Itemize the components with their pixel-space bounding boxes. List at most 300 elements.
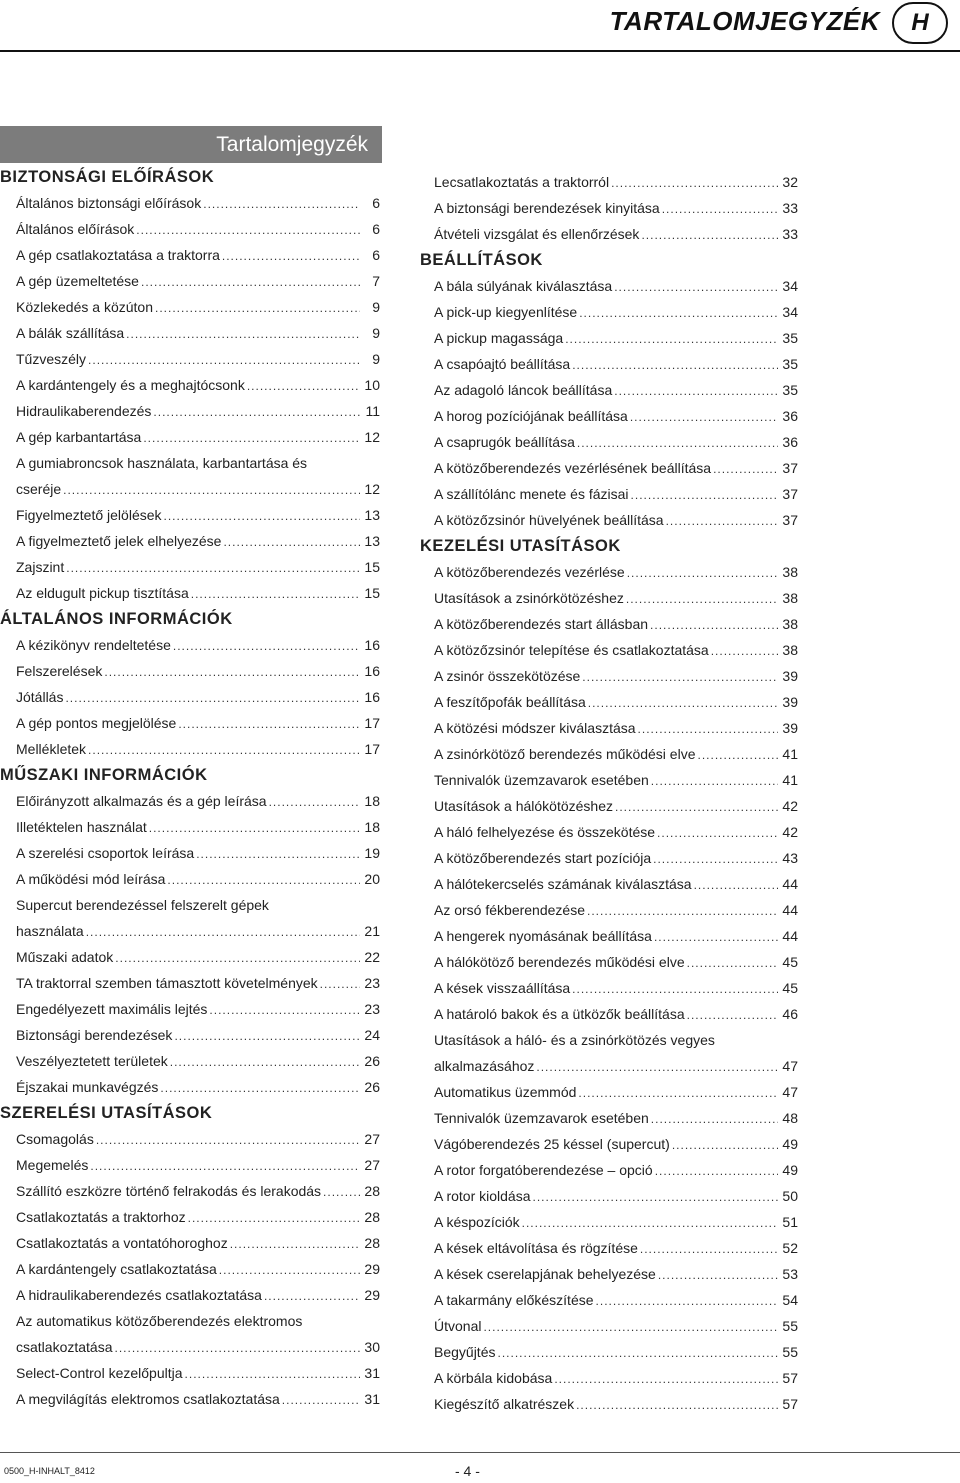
dot-leader bbox=[167, 867, 360, 893]
toc-page-number: 37 bbox=[782, 486, 798, 502]
toc-entry[interactable] bbox=[0, 424, 380, 450]
toc-entry-title: A gumiabroncsok használata, karbantartása és bbox=[16, 455, 308, 471]
dot-leader bbox=[223, 529, 360, 555]
toc-entry-title: Az orsó fékberendezése bbox=[434, 902, 585, 918]
toc-entry[interactable] bbox=[0, 268, 380, 294]
toc-page-number: 11 bbox=[365, 403, 380, 419]
toc-entry-title: Jótállás bbox=[16, 689, 64, 705]
toc-page-number: 12 bbox=[364, 429, 380, 445]
dot-leader bbox=[654, 924, 778, 950]
toc-entry[interactable] bbox=[420, 1391, 798, 1417]
toc-page-number: 19 bbox=[364, 845, 380, 861]
toc-entry-title: A gép üzemeltetése bbox=[16, 273, 139, 289]
toc-right-column bbox=[420, 169, 798, 1417]
toc-entry[interactable] bbox=[0, 1204, 380, 1230]
toc-page-number: 45 bbox=[782, 980, 798, 996]
toc-entry-title: Engedélyezett maximális lejtés bbox=[16, 1001, 208, 1017]
toc-entry-title: Szállító eszközre történő felrakodás és lerakodás bbox=[16, 1183, 322, 1199]
toc-entry[interactable] bbox=[420, 1287, 798, 1313]
toc-entry-title-cont: csatlakoztatása bbox=[16, 1339, 113, 1355]
toc-entry[interactable] bbox=[420, 403, 798, 429]
dot-leader bbox=[651, 768, 778, 794]
toc-entry[interactable] bbox=[420, 1313, 798, 1339]
toc-page-number: 49 bbox=[782, 1136, 798, 1152]
toc-entry[interactable] bbox=[0, 1386, 380, 1412]
toc-entry-title: Éjszakai munkavégzés bbox=[16, 1079, 159, 1095]
toc-entry-title: Kiegészítő alkatrészek bbox=[434, 1396, 575, 1412]
toc-page-number: 24 bbox=[364, 1027, 380, 1043]
dot-leader bbox=[614, 378, 778, 404]
dot-leader bbox=[191, 581, 360, 607]
footer-rule bbox=[0, 1452, 960, 1453]
dot-leader bbox=[614, 274, 778, 300]
toc-entry-title: A hálótekercselés számának kiválasztása bbox=[434, 876, 692, 892]
toc-entry-line bbox=[16, 1334, 380, 1360]
toc-entry[interactable] bbox=[420, 715, 798, 741]
toc-entry[interactable] bbox=[420, 455, 798, 481]
toc-entry-title: Tennivalók üzemzavarok esetében bbox=[434, 1110, 649, 1126]
dot-leader bbox=[209, 997, 360, 1023]
dot-leader bbox=[653, 846, 778, 872]
toc-entry[interactable] bbox=[420, 169, 798, 195]
dot-leader bbox=[497, 1340, 778, 1366]
toc-page-number: 50 bbox=[782, 1188, 798, 1204]
toc-page-number: 18 bbox=[364, 793, 380, 809]
toc-entry[interactable] bbox=[0, 1126, 380, 1152]
dot-leader bbox=[160, 1075, 360, 1101]
toc-page-number: 39 bbox=[782, 720, 798, 736]
toc-entry[interactable] bbox=[420, 637, 798, 663]
dot-leader bbox=[694, 872, 778, 898]
toc-entry-title: A megvilágítás elektromos csatlakoztatása bbox=[16, 1391, 280, 1407]
toc-entry-title: A pickup magassága bbox=[434, 330, 564, 346]
toc-page-number: 36 bbox=[782, 408, 798, 424]
toc-entry-title: Tűzveszély bbox=[16, 351, 87, 367]
toc-page-number: 31 bbox=[364, 1365, 380, 1381]
toc-entry[interactable] bbox=[420, 299, 798, 325]
toc-entry-title: A körbála kidobása bbox=[434, 1370, 553, 1386]
toc-entry[interactable] bbox=[0, 1282, 380, 1308]
dot-leader bbox=[711, 638, 778, 664]
toc-page-number: 23 bbox=[364, 975, 380, 991]
toc-entry-title: A hengerek nyomásának beállítása bbox=[434, 928, 652, 944]
toc-entry-title: Zajszint bbox=[16, 559, 65, 575]
dot-leader bbox=[666, 508, 778, 534]
dot-leader bbox=[96, 1127, 360, 1153]
toc-entry[interactable] bbox=[420, 1001, 798, 1027]
toc-entry[interactable] bbox=[0, 320, 380, 346]
dot-leader bbox=[572, 976, 778, 1002]
toc-entry-line bbox=[16, 918, 380, 944]
toc-page-number: 29 bbox=[364, 1287, 380, 1303]
toc-page-number: 38 bbox=[782, 616, 798, 632]
toc-entry[interactable] bbox=[0, 632, 380, 658]
toc-entry-title: A bála súlyának kiválasztása bbox=[434, 278, 613, 294]
toc-page-number: 48 bbox=[782, 1110, 798, 1126]
toc-entry-title: Az eldugult pickup tisztítása bbox=[16, 585, 189, 601]
toc-entry[interactable] bbox=[0, 580, 380, 606]
toc-page-number: 15 bbox=[364, 559, 380, 575]
toc-section-heading: MŰSZAKI INFORMÁCIÓK bbox=[0, 766, 208, 784]
dot-leader bbox=[282, 1387, 360, 1413]
dot-leader bbox=[631, 482, 778, 508]
toc-entry-title: A kardántengely csatlakoztatása bbox=[16, 1261, 217, 1277]
dot-leader bbox=[188, 1205, 360, 1231]
toc-entry[interactable] bbox=[0, 398, 380, 424]
toc-entry[interactable] bbox=[420, 741, 798, 767]
dot-leader bbox=[630, 404, 778, 430]
dot-leader bbox=[170, 1049, 360, 1075]
toc-entry[interactable] bbox=[0, 892, 380, 944]
toc-entry-title: A határoló bakok és a ütközők beállítása bbox=[434, 1006, 685, 1022]
toc-entry[interactable] bbox=[0, 736, 380, 762]
dot-leader bbox=[230, 1231, 360, 1257]
toc-page-number: 6 bbox=[372, 247, 380, 263]
dot-leader bbox=[641, 222, 778, 248]
toc-entry[interactable] bbox=[0, 710, 380, 736]
toc-page-number: 28 bbox=[364, 1183, 380, 1199]
dot-leader bbox=[627, 560, 778, 586]
dot-leader bbox=[650, 612, 778, 638]
toc-page-number: 36 bbox=[782, 434, 798, 450]
toc-entry-title: A szerelési csoportok leírása bbox=[16, 845, 195, 861]
toc-page-number: 43 bbox=[782, 850, 798, 866]
dot-leader bbox=[687, 950, 778, 976]
toc-entry-title: A kötözőzsinór hüvelyének beállítása bbox=[434, 512, 664, 528]
dot-leader bbox=[174, 1023, 360, 1049]
toc-page-number: 55 bbox=[782, 1318, 798, 1334]
dot-leader bbox=[149, 815, 360, 841]
toc-entry[interactable] bbox=[420, 273, 798, 299]
toc-section-heading: BIZTONSÁGI ELŐÍRÁSOK bbox=[0, 168, 215, 186]
toc-entry[interactable] bbox=[420, 1027, 798, 1079]
toc-entry-title: A rotor kioldása bbox=[434, 1188, 531, 1204]
toc-entry-title: Útvonal bbox=[434, 1318, 482, 1334]
toc-entry[interactable] bbox=[0, 840, 380, 866]
dot-leader bbox=[141, 269, 360, 295]
dot-leader bbox=[651, 1106, 778, 1132]
toc-entry-title: Közlekedés a közúton bbox=[16, 299, 153, 315]
toc-entry-title: A zsinórkötöző berendezés működési elve bbox=[434, 746, 696, 762]
dot-leader bbox=[63, 477, 360, 503]
toc-entry-title: A pick-up kiegyenlítése bbox=[434, 304, 578, 320]
toc-entry[interactable] bbox=[0, 242, 380, 268]
dot-leader bbox=[615, 794, 778, 820]
toc-page-number: 53 bbox=[782, 1266, 798, 1282]
dot-leader bbox=[536, 1054, 778, 1080]
dot-leader bbox=[115, 1335, 361, 1361]
toc-entry-title: A bálák szállítása bbox=[16, 325, 125, 341]
toc-entry-title: A rotor forgatóberendezése – opció bbox=[434, 1162, 653, 1178]
toc-entry[interactable] bbox=[420, 897, 798, 923]
dot-leader bbox=[153, 399, 360, 425]
dot-leader bbox=[178, 711, 360, 737]
dot-leader bbox=[143, 425, 360, 451]
dot-leader bbox=[588, 690, 778, 716]
toc-band-title: Tartalomjegyzék bbox=[0, 126, 382, 163]
toc-entry-title: A gép pontos megjelölése bbox=[16, 715, 177, 731]
toc-entry-title: Műszaki adatok bbox=[16, 949, 114, 965]
dot-leader bbox=[611, 170, 778, 196]
toc-page-number: 29 bbox=[364, 1261, 380, 1277]
toc-page-number: 34 bbox=[782, 304, 798, 320]
toc-entry[interactable] bbox=[420, 1079, 798, 1105]
toc-entry-title: A biztonsági berendezések kinyitása bbox=[434, 200, 660, 216]
dot-leader bbox=[697, 742, 778, 768]
dot-leader bbox=[222, 243, 360, 269]
toc-page-number: 44 bbox=[782, 928, 798, 944]
dot-leader bbox=[269, 789, 360, 815]
toc-entry[interactable] bbox=[0, 216, 380, 242]
toc-page-number: 26 bbox=[364, 1053, 380, 1069]
toc-entry-title: A horog pozíciójának beállítása bbox=[434, 408, 628, 424]
page-header-title: TARTALOMJEGYZÉK bbox=[609, 6, 880, 36]
toc-entry-title: Select-Control kezelőpultja bbox=[16, 1365, 183, 1381]
toc-entry[interactable] bbox=[420, 949, 798, 975]
toc-entry-title: A kötözőberendezés start állásban bbox=[434, 616, 649, 632]
toc-page-number: 34 bbox=[782, 278, 798, 294]
toc-entry[interactable] bbox=[420, 1261, 798, 1287]
toc-entry-title-cont: használata bbox=[16, 923, 84, 939]
toc-page-number: 44 bbox=[782, 876, 798, 892]
toc-entry-title: Utasítások a hálókötözéshez bbox=[434, 798, 613, 814]
dot-leader bbox=[687, 1002, 778, 1028]
toc-page-number: 41 bbox=[782, 746, 798, 762]
toc-entry[interactable] bbox=[420, 1131, 798, 1157]
toc-entry-title: A gép csatlakoztatása a traktorra bbox=[16, 247, 220, 263]
toc-entry[interactable] bbox=[420, 1157, 798, 1183]
dot-leader bbox=[587, 898, 778, 924]
dot-leader bbox=[88, 737, 360, 763]
toc-entry[interactable] bbox=[420, 1339, 798, 1365]
toc-entry-line bbox=[434, 1053, 798, 1079]
toc-entry-title: A szállítólánc menete és fázisai bbox=[434, 486, 629, 502]
toc-entry[interactable] bbox=[420, 767, 798, 793]
toc-page-number: 30 bbox=[364, 1339, 380, 1355]
header-rule bbox=[0, 50, 960, 52]
toc-entry[interactable] bbox=[0, 1178, 380, 1204]
toc-entry[interactable] bbox=[420, 1105, 798, 1131]
toc-entry-title: A zsinór összekötözése bbox=[434, 668, 581, 684]
toc-entry[interactable] bbox=[0, 996, 380, 1022]
toc-entry-title: Felszerelések bbox=[16, 663, 103, 679]
toc-page-number: 13 bbox=[364, 533, 380, 549]
dot-leader bbox=[155, 295, 360, 321]
dot-leader bbox=[582, 664, 778, 690]
toc-page-number: 28 bbox=[364, 1235, 380, 1251]
toc-page-number: 9 bbox=[372, 325, 380, 341]
toc-entry[interactable] bbox=[420, 923, 798, 949]
dot-leader bbox=[655, 1158, 778, 1184]
dot-leader bbox=[483, 1314, 778, 1340]
dot-leader bbox=[247, 373, 360, 399]
toc-page-number: 38 bbox=[782, 642, 798, 658]
toc-entry-title: Illetéktelen használat bbox=[16, 819, 147, 835]
toc-entry[interactable] bbox=[420, 871, 798, 897]
toc-section-heading: KEZELÉSI UTASÍTÁSOK bbox=[420, 537, 621, 555]
toc-entry-title: A kések cserelapjának behelyezése bbox=[434, 1266, 656, 1282]
toc-entry[interactable] bbox=[420, 351, 798, 377]
toc-page-number: 41 bbox=[782, 772, 798, 788]
toc-entry[interactable] bbox=[0, 1308, 380, 1360]
toc-entry-title: A kötözőberendezés vezérlésének beállítása bbox=[434, 460, 712, 476]
toc-page-number: 21 bbox=[364, 923, 380, 939]
toc-entry[interactable] bbox=[0, 1256, 380, 1282]
toc-entry-title: Előirányzott alkalmazás és a gép leírása bbox=[16, 793, 267, 809]
toc-page-number: 44 bbox=[782, 902, 798, 918]
dot-leader bbox=[320, 971, 360, 997]
toc-entry-title: Figyelmeztető jelölések bbox=[16, 507, 162, 523]
dot-leader bbox=[657, 820, 778, 846]
toc-entry[interactable] bbox=[420, 689, 798, 715]
toc-entry-line bbox=[16, 476, 380, 502]
toc-entry[interactable] bbox=[420, 481, 798, 507]
toc-entry[interactable] bbox=[420, 221, 798, 247]
toc-entry[interactable] bbox=[420, 1365, 798, 1391]
toc-entry[interactable] bbox=[420, 1209, 798, 1235]
document-code: 0500_H-INHALT_8412 bbox=[4, 1466, 95, 1476]
toc-entry-title: Az automatikus kötözőberendezés elektromos bbox=[16, 1313, 303, 1329]
dot-leader bbox=[185, 1361, 360, 1387]
dot-leader bbox=[576, 1392, 778, 1418]
toc-entry[interactable] bbox=[0, 554, 380, 580]
toc-entry[interactable] bbox=[420, 195, 798, 221]
toc-entry[interactable] bbox=[0, 944, 380, 970]
dot-leader bbox=[86, 919, 360, 945]
toc-page-number: 23 bbox=[364, 1001, 380, 1017]
dot-leader bbox=[173, 633, 360, 659]
toc-page-number: 45 bbox=[782, 954, 798, 970]
toc-section-heading: ÁLTALÁNOS INFORMÁCIÓK bbox=[0, 610, 233, 628]
toc-entry-title: Utasítások a zsinórkötözéshez bbox=[434, 590, 624, 606]
dot-leader bbox=[577, 430, 778, 456]
toc-entry[interactable] bbox=[0, 528, 380, 554]
toc-entry[interactable] bbox=[420, 1235, 798, 1261]
toc-entry-title: Átvételi vizsgálat és ellenőrzések bbox=[434, 226, 640, 242]
toc-entry-title: Általános biztonsági előírások bbox=[16, 195, 202, 211]
toc-page-number: 46 bbox=[782, 1006, 798, 1022]
toc-entry[interactable] bbox=[0, 1074, 380, 1100]
toc-entry[interactable] bbox=[0, 502, 380, 528]
page-number: - 4 - bbox=[455, 1463, 480, 1479]
toc-entry-title: A kézikönyv rendeltetése bbox=[16, 637, 171, 653]
toc-entry-title: Csatlakoztatás a traktorhoz bbox=[16, 1209, 186, 1225]
toc-page-number: 15 bbox=[364, 585, 380, 601]
dot-leader bbox=[66, 555, 360, 581]
toc-page-number: 20 bbox=[364, 871, 380, 887]
toc-page-number: 18 bbox=[364, 819, 380, 835]
toc-entry-title: Általános előírások bbox=[16, 221, 135, 237]
toc-page-number: 27 bbox=[364, 1131, 380, 1147]
toc-page-number: 35 bbox=[782, 382, 798, 398]
toc-entry-title: Veszélyeztetett területek bbox=[16, 1053, 168, 1069]
toc-page-number: 33 bbox=[782, 226, 798, 242]
toc-entry[interactable] bbox=[0, 788, 380, 814]
dot-leader bbox=[579, 300, 778, 326]
toc-entry[interactable] bbox=[0, 1152, 380, 1178]
toc-entry[interactable] bbox=[0, 866, 380, 892]
toc-entry[interactable] bbox=[0, 684, 380, 710]
toc-entry[interactable] bbox=[0, 372, 380, 398]
toc-page-number: 35 bbox=[782, 356, 798, 372]
toc-page-number: 33 bbox=[782, 200, 798, 216]
toc-page-number: 6 bbox=[372, 195, 380, 211]
toc-page-number: 42 bbox=[782, 824, 798, 840]
toc-entry-title: A csapóajtó beállítása bbox=[434, 356, 571, 372]
toc-entry[interactable] bbox=[420, 325, 798, 351]
toc-entry-title: A csaprugók beállítása bbox=[434, 434, 575, 450]
dot-leader bbox=[596, 1288, 778, 1314]
toc-entry[interactable] bbox=[420, 507, 798, 533]
toc-entry[interactable] bbox=[0, 1360, 380, 1386]
toc-entry[interactable] bbox=[420, 585, 798, 611]
toc-entry[interactable] bbox=[0, 294, 380, 320]
toc-entry[interactable] bbox=[0, 346, 380, 372]
toc-entry[interactable] bbox=[420, 975, 798, 1001]
toc-entry-title-cont: alkalmazásához bbox=[434, 1058, 535, 1074]
toc-page-number: 37 bbox=[782, 460, 798, 476]
toc-entry-title: Megemelés bbox=[16, 1157, 89, 1173]
toc-entry-title: A takarmány előkészítése bbox=[434, 1292, 594, 1308]
toc-page-number: 47 bbox=[782, 1058, 798, 1074]
toc-entry[interactable] bbox=[420, 611, 798, 637]
toc-entry-title: A kardántengely és a meghajtócsonk bbox=[16, 377, 245, 393]
toc-entry[interactable] bbox=[0, 1022, 380, 1048]
toc-entry[interactable] bbox=[0, 1230, 380, 1256]
dot-leader bbox=[658, 1262, 778, 1288]
toc-page-number: 39 bbox=[782, 668, 798, 684]
toc-entry[interactable] bbox=[420, 1183, 798, 1209]
dot-leader bbox=[626, 586, 778, 612]
dot-leader bbox=[136, 217, 360, 243]
toc-entry[interactable] bbox=[420, 663, 798, 689]
toc-page-number: 37 bbox=[782, 512, 798, 528]
toc-entry[interactable] bbox=[420, 845, 798, 871]
dot-leader bbox=[323, 1179, 360, 1205]
language-badge: H bbox=[892, 2, 948, 44]
toc-entry-title: A gép karbantartása bbox=[16, 429, 142, 445]
toc-entry-title: A kötözési módszer kiválasztása bbox=[434, 720, 636, 736]
dot-leader bbox=[565, 326, 778, 352]
toc-entry[interactable] bbox=[0, 658, 380, 684]
dot-leader bbox=[104, 659, 360, 685]
toc-page-number: 55 bbox=[782, 1344, 798, 1360]
toc-entry[interactable] bbox=[420, 429, 798, 455]
toc-page-number: 42 bbox=[782, 798, 798, 814]
toc-entry[interactable] bbox=[0, 1048, 380, 1074]
toc-entry[interactable] bbox=[0, 970, 380, 996]
toc-entry[interactable] bbox=[420, 559, 798, 585]
toc-entry[interactable] bbox=[420, 819, 798, 845]
dot-leader bbox=[578, 1080, 778, 1106]
toc-entry-title: Az adagoló láncok beállítása bbox=[434, 382, 613, 398]
toc-page-number: 57 bbox=[782, 1370, 798, 1386]
toc-entry[interactable] bbox=[0, 450, 380, 502]
toc-page-number: 16 bbox=[364, 637, 380, 653]
toc-entry[interactable] bbox=[420, 377, 798, 403]
toc-entry[interactable] bbox=[420, 793, 798, 819]
toc-page-number: 57 bbox=[782, 1396, 798, 1412]
dot-leader bbox=[522, 1210, 778, 1236]
toc-page-number: 26 bbox=[364, 1079, 380, 1095]
toc-entry-title: Biztonsági berendezések bbox=[16, 1027, 173, 1043]
toc-entry-title: A kések visszaállítása bbox=[434, 980, 571, 996]
toc-entry[interactable] bbox=[0, 190, 380, 216]
toc-entry-title: A hidraulikaberendezés csatlakoztatása bbox=[16, 1287, 262, 1303]
toc-entry-title: Utasítások a háló- és a zsinórkötözés vegyes bbox=[434, 1032, 715, 1048]
toc-page-number: 51 bbox=[782, 1214, 798, 1230]
toc-entry[interactable] bbox=[0, 814, 380, 840]
